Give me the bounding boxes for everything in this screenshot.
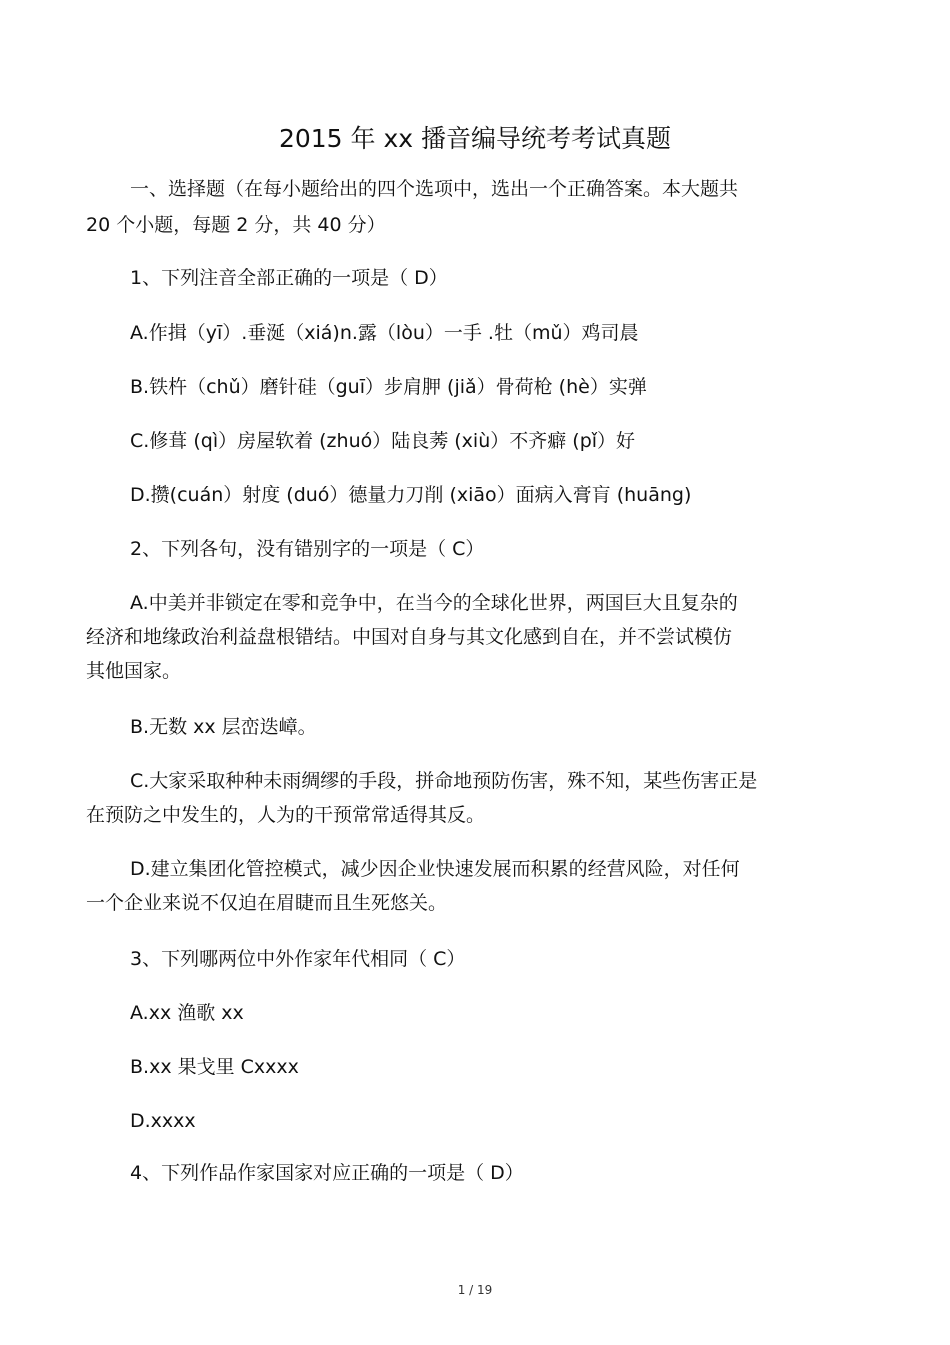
section-heading-line-2: 20 个小题，每题 2 分，共 40 分） [86,214,386,236]
page-number: 1 / 19 [457,1283,493,1297]
question-1-stem: 1、下列注音全部正确的一项是（ D） [130,267,448,289]
question-1-option-d: D.攒(cuán）射度 (duó）德量力刀削 (xiāo）面病入膏肓 (huāng) [130,484,692,506]
question-2-stem: 2、下列各句，没有错别字的一项是（ C） [130,538,485,560]
question-1-option-b: B.铁杵（chǔ）磨针硅（guī）步肩胛 (jiǎ）骨荷枪 (hè）实弹 [130,376,647,398]
question-2-option-c-line-2: 在预防之中发生的，人为的干预常常适得其反。 [86,804,486,826]
question-2-option-a-line-1: A.中美并非锁定在零和竞争中，在当今的全球化世界，两国巨大且复杂的 [130,592,738,614]
question-1-option-a: A.作揖（yī）.垂涎（xiá)n.露（lòu）一手 .牡（mǔ）鸡司晨 [130,322,639,344]
question-2-option-b: B.无数 xx 层峦迭嶂。 [130,716,317,738]
question-3-option-b: B.xx 果戈里 Cxxxx [130,1056,299,1078]
page-title: 2015 年 xx 播音编导统考考试真题 [278,124,672,153]
question-2-option-d-line-1: D.建立集团化管控模式，减少因企业快速发展而积累的经营风险，对任何 [130,858,740,880]
question-2-option-d-line-2: 一个企业来说不仅迫在眉睫而且生死悠关。 [86,892,448,914]
question-2-option-c-line-1: C.大家采取种种未雨绸缪的手段，拼命地预防伤害，殊不知，某些伤害正是 [130,770,758,792]
question-2-option-a-line-3: 其他国家。 [86,660,182,682]
section-heading-line-1: 一、选择题（在每小题给出的四个选项中，选出一个正确答案。本大题共 [130,178,739,200]
question-3-stem: 3、下列哪两位中外作家年代相同（ C） [130,948,466,970]
question-3-option-a: A.xx 渔歌 xx [130,1002,244,1024]
question-1-option-c: C.修葺 (qì）房屋软着 (zhuó）陆良莠 (xiù）不齐癖 (pǐ）好 [130,430,636,452]
question-2-option-a-line-2: 经济和地缘政治利益盘根错结。中国对自身与其文化感到自在，并不尝试模仿 [86,626,733,648]
question-3-option-d: D.xxxx [130,1110,196,1132]
question-4-stem: 4、下列作品作家国家对应正确的一项是（ D） [130,1162,524,1184]
